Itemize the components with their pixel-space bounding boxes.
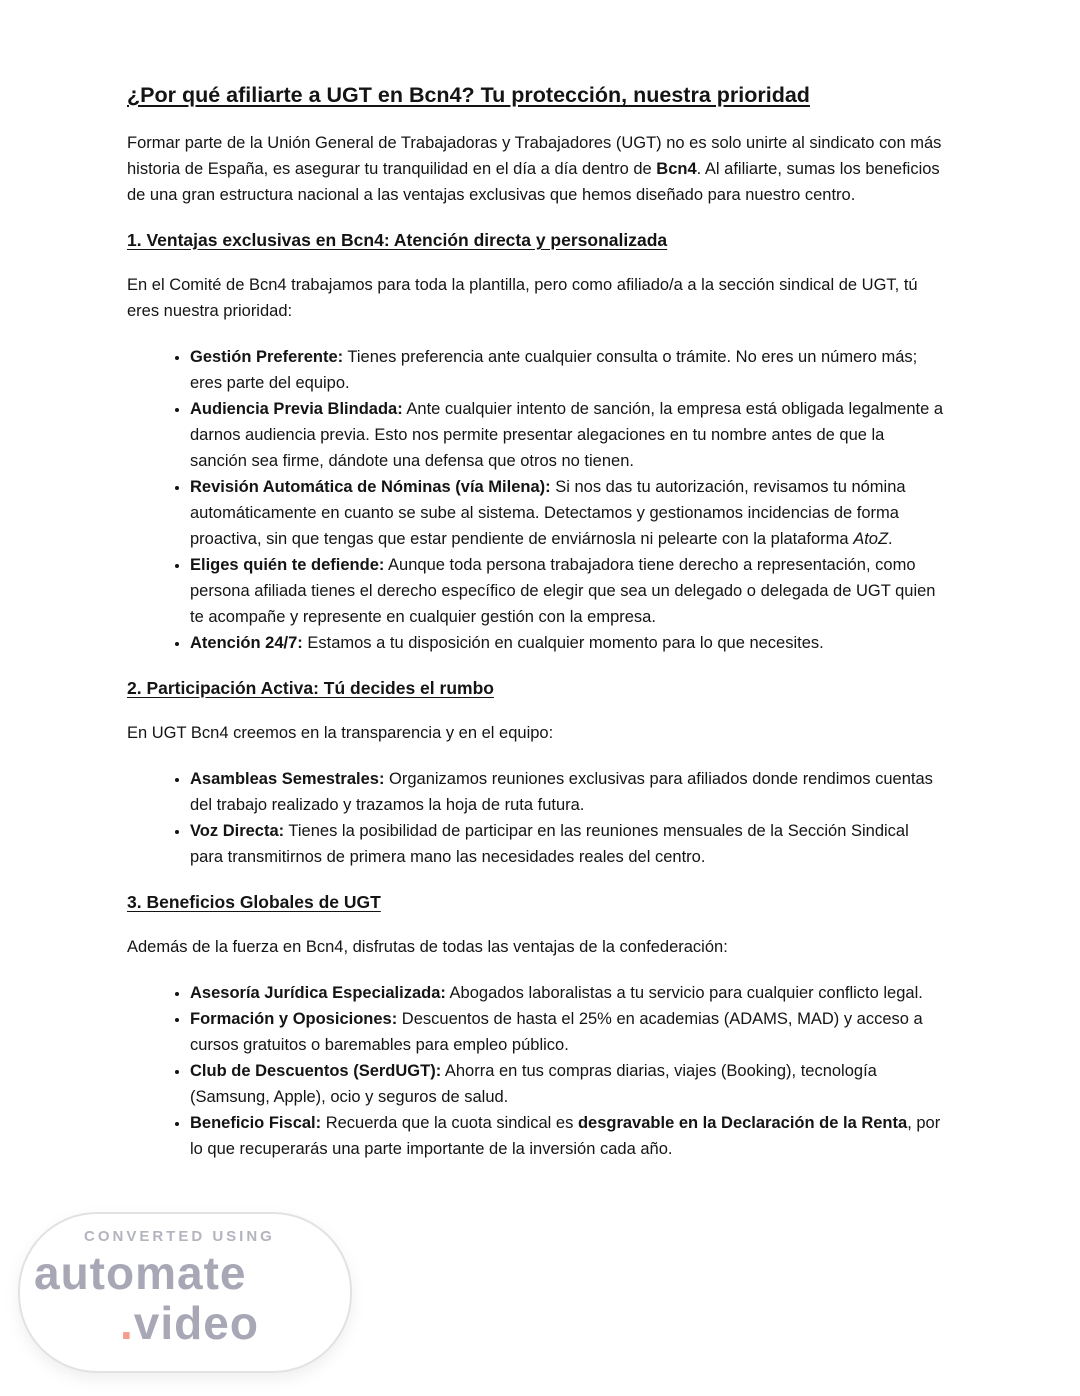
bullet-list — [127, 344, 945, 656]
watermark-video-text: video — [133, 1297, 259, 1349]
paragraph: En UGT Bcn4 creemos en la transparencia y en el equipo: — [127, 724, 554, 742]
watermark-dot: . — [120, 1297, 134, 1349]
bullet-item: • Formación y Oposiciones: Descuentos de hasta el 25% en academias (ADAMS, MAD) y acceso a cursos gratuitos o baremables para empleo público. — [190, 1006, 945, 1058]
bullet-item: • Voz Directa: Tienes la posibilidad de participar en las reuniones mensuales de la Sección Sindical para transmitirnos de primera mano las necesidades reales del centro. — [190, 818, 945, 870]
paragraph: En el Comité de Bcn4 trabajamos para toda la plantilla, pero como afiliado/a a la sección sindical de UGT, tú eres nuestra prioridad: — [127, 276, 918, 320]
watermark-converted-label: CONVERTED USING — [84, 1228, 275, 1245]
bullet-list — [127, 980, 945, 1162]
bullet-item: • Atención 24/7: Estamos a tu disposición en cualquier momento para lo que necesites. — [190, 630, 945, 656]
paragraph: Formar parte de la Unión General de Trabajadoras y Trabajadores (UGT) no es solo unirte al sindicato con más historia de España, es asegurar tu tranquilidad en el día a día dentro de Bcn4. Al afiliarte, sumas los beneficios de una gran estructura nacional a las ventajas exclusivas que hemos diseñado para nuestro centro. — [127, 134, 942, 204]
document-content — [127, 80, 945, 1182]
paragraph: Además de la fuerza en Bcn4, disfrutas de todas las ventajas de la confederación: — [127, 938, 728, 956]
bullet-item: • Audiencia Previa Blindada: Ante cualquier intento de sanción, la empresa está obligada legalmente a darnos audiencia previa. Esto nos permite presentar alegaciones en tu nombre antes de que la sanción sea firme, dándote una defensa que otros no tienen. — [190, 396, 945, 474]
watermark-brand-automate: automate — [34, 1247, 247, 1299]
bullet-list — [127, 766, 945, 870]
section-heading: 2. Participación Activa: Tú decides el rumbo — [127, 678, 494, 698]
bullet-item: • Club de Descuentos (SerdUGT): Ahorra en tus compras diarias, viajes (Booking), tecnología (Samsung, Apple), ocio y seguros de salud. — [190, 1058, 945, 1110]
bullet-item: • Gestión Preferente: Tienes preferencia ante cualquier consulta o trámite. No eres un número más; eres parte del equipo. — [190, 344, 945, 396]
bullet-item: • Asesoría Jurídica Especializada: Abogados laboralistas a tu servicio para cualquier conflicto legal. — [190, 980, 945, 1006]
bullet-item: • Eliges quién te defiende: Aunque toda persona trabajadora tiene derecho a representación, como persona afiliada tienes el derecho específico de elegir que sea un delegado o delegada de UGT quien te acompañe y represente en cualquier gestión con la empresa. — [190, 552, 945, 630]
doc-title: ¿Por qué afiliarte a UGT en Bcn4? Tu protección, nuestra prioridad — [127, 83, 810, 107]
watermark-brand-video — [120, 1296, 259, 1350]
bullet-item: • Beneficio Fiscal: Recuerda que la cuota sindical es desgravable en la Declaración de la Renta, por lo que recuperarás una parte importante de la inversión cada año. — [190, 1110, 945, 1162]
bullet-item: • Revisión Automática de Nóminas (vía Milena): Si nos das tu autorización, revisamos tu nómina automáticamente en cuanto se sube al sistema. Detectamos y gestionamos incidencias de forma proactiva, sin que tengas que estar pendiente de enviárnosla ni pelearte con la plataforma AtoZ. — [190, 474, 945, 552]
bullet-item: • Asambleas Semestrales: Organizamos reuniones exclusivas para afiliados donde rendimos cuentas del trabajo realizado y trazamos la hoja de ruta futura. — [190, 766, 945, 818]
section-heading: 3. Beneficios Globales de UGT — [127, 892, 381, 912]
watermark-badge — [18, 1212, 352, 1373]
section-heading: 1. Ventajas exclusivas en Bcn4: Atención directa y personalizada — [127, 230, 668, 250]
